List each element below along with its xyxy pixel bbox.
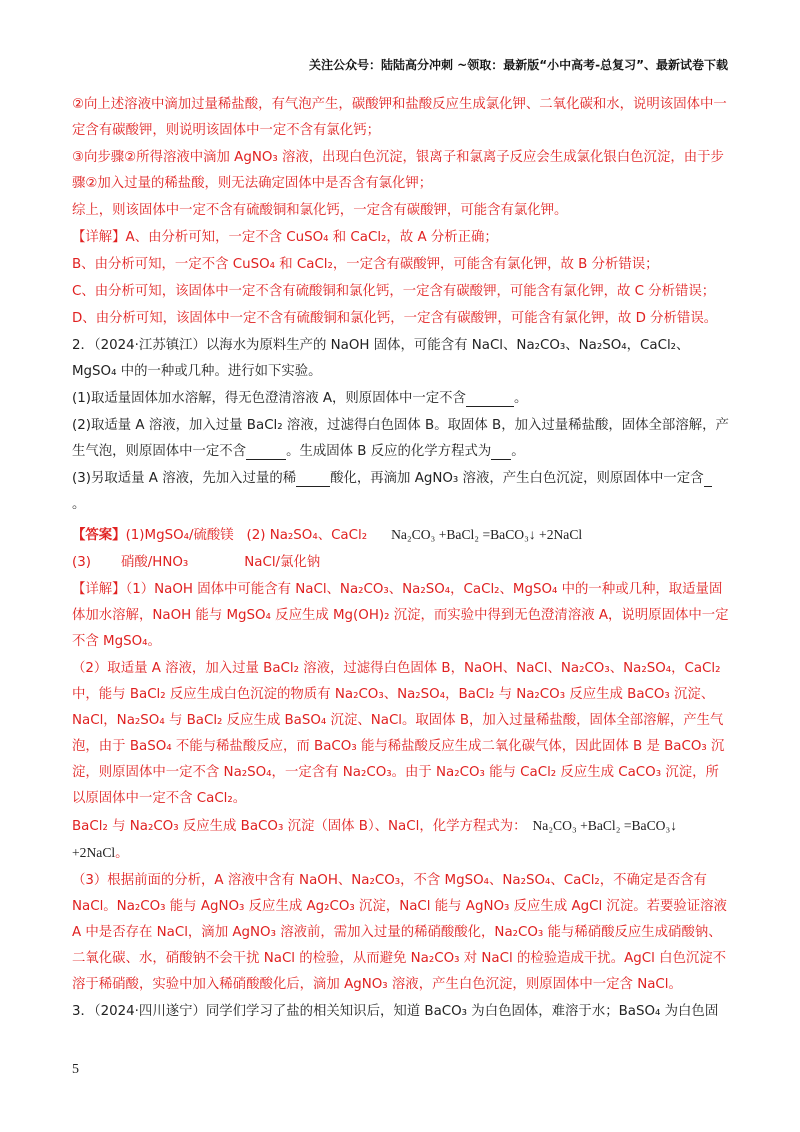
answer-blank (466, 392, 514, 407)
detail-option-d: D、由分析可知，该固体中一定不含有硫酸铜和氯化钙，一定含有碳酸钾，可能含有氯化钾，故 D 分析错误。 (72, 311, 718, 326)
answer-line-1 (72, 522, 732, 549)
answer-blank (246, 445, 286, 460)
answer-3-second: NaCl/氯化钠 (244, 555, 321, 570)
answer-2: (2) Na₂SO₄、CaCl₂ (246, 528, 368, 543)
explanation-equation-line: BaCl₂ 与 Na₂CO₃ 反应生成 BaCO₃ 沉淀（固体 B）、NaCl，化学方程式为： Na₂CO₃ +BaCl₂ =BaCO₃↓ +2NaCl。 (72, 818, 678, 861)
explanation-part-3: （3）根据前面的分析，A 溶液中含有 NaOH、Na₂CO₃，不含 MgSO₄、Na₂SO₄、CaCl₂，不确定是否含有 NaCl。Na₂CO₃ 能与 AgNO₃ 反应生成 Ag₂CO₃ 沉淀，NaCl 能与 AgNO₃ 反应生成 AgCl 沉淀。若要验证溶液 A 中是否存在 NaCl，滴加 AgNO₃ 溶液前，需加入过量的稀硝酸酸化，Na₂CO₃ 能与稀硝酸反应生成硝酸钠、二氧化碳、水，硝酸钠不会干扰 NaCl 的检验，从而避免 Na₂CO₃ 对 NaCl 的检验造成干扰。AgCl 白色沉淀不溶于稀硝酸，实验中加入稀硝酸酸化后，滴加 AgNO₃ 溶液，产生白色沉淀，则原固体中一定含 NaCl。 (72, 873, 727, 992)
answer-blank (296, 472, 330, 487)
question-2-part-2: (2)取适量 A 溶液，加入过量 BaCl₂ 溶液，过滤得白色固体 B。取固体 B，加入过量稀盐酸，固体全部溶解，产生气泡，则原固体中一定不含 。生成固体 B 反应的化学方程式为 。 (72, 418, 729, 459)
question-2-part-3: (3)另取适量 A 溶液，先加入过量的稀 酸化，再滴加 AgNO₃ 溶液，产生白色沉淀，则原固体中一定含 。 (72, 466, 732, 518)
question-3-stem: 3．（2024·四川遂宁）同学们学习了盐的相关知识后，知道 BaCO₃ 为白色固体，难溶于水；BaSO₄ 为白色固 (72, 1004, 719, 1019)
question-2-part-1: (1)取适量固体加水溶解，得无色澄清溶液 A，则原固体中一定不含 。 (72, 391, 528, 406)
answer-equation: Na₂CO₃ +BaCl₂ =BaCO₃↓ +2NaCl (391, 527, 583, 542)
analysis-line-1: ②向上述溶液中滴加过量稀盐酸，有气泡产生，碳酸钾和盐酸反应生成氯化钾、二氧化碳和水，说明该固体中一定含有碳酸钾，则说明该固体中一定不含有氯化钙； (72, 97, 727, 138)
answer-3-first: 硝酸/HNO₃ (120, 555, 189, 570)
explanation-part-1: 【详解】（1）NaOH 固体中可能含有 NaCl、Na₂CO₃、Na₂SO₄，CaCl₂、MgSO₄ 中的一种或几种，取适量固体加水溶解，NaOH 能与 MgSO₄ 反应生成 Mg(OH)₂ 沉淀，而实验中得到无色澄清溶液 A，说明原固体中一定不含 MgSO₄。 (72, 582, 729, 649)
answer-line-2 (72, 550, 732, 576)
document-body (72, 92, 732, 1026)
analysis-line-2: ③向步骤②所得溶液中滴加 AgNO₃ 溶液，出现白色沉淀，银离子和氯离子反应会生成氯化银白色沉淀，由于步骤②加入过量的稀盐酸，则无法确定固体中是否含有氯化钾； (72, 150, 724, 191)
answer-1: (1)MgSO₄/硫酸镁 (125, 528, 234, 543)
question-2-stem: 2．（2024·江苏镇江）以海水为原料生产的 NaOH 固体，可能含有 NaCl、Na₂CO₃、Na₂SO₄，CaCl₂、MgSO₄ 中的一种或几种。进行如下实验。 (72, 338, 690, 379)
detail-option-c: C、由分析可知，该固体中一定不含有硫酸铜和氯化钙，一定含有碳酸钾，可能含有氯化钾，故 C 分析错误； (72, 284, 716, 299)
explanation-equation: Na₂CO₃ +BaCl₂ =BaCO₃↓ +2NaCl (72, 818, 678, 860)
answer-label: 【答案】 (72, 528, 126, 543)
answer-blank (491, 445, 511, 460)
explanation-part-2: （2）取适量 A 溶液，加入过量 BaCl₂ 溶液，过滤得白色固体 B，NaOH、NaCl、Na₂CO₃、Na₂SO₄，CaCl₂ 中，能与 BaCl₂ 反应生成白色沉淀的物质有 Na₂CO₃、Na₂SO₄，BaCl₂ 与 Na₂CO₃ 反应生成 BaCO₃ 沉淀、NaCl，Na₂SO₄ 与 BaCl₂ 反应生成 BaSO₄ 沉淀、NaCl。取固体 B，加入过量稀盐酸，固体全部溶解，产生气泡，由于 BaSO₄ 不能与稀盐酸反应，而 BaCO₃ 能与稀盐酸反应生成二氧化碳气体，因此固体 B 是 BaCO₃ 沉淀，则原固体中一定不含 Na₂SO₄，一定含有 Na₂CO₃。由于 Na₂CO₃ 能与 CaCl₂ 反应生成 CaCO₃ 沉淀，所以原固体中一定不含 CaCl₂。 (72, 661, 725, 806)
analysis-conclusion: 综上，则该固体中一定不含有硫酸铜和氯化钙，一定含有碳酸钾，可能含有氯化钾。 (72, 203, 568, 218)
answer-blank (704, 472, 712, 487)
detail-option-b: B、由分析可知，一定不含 CuSO₄ 和 CaCl₂，一定含有碳酸钾，可能含有氯化钾，故 B 分析错误； (72, 257, 659, 272)
page-header: 关注公众号：陆陆高分冲刺 ~领取：最新版“小中高考-总复习”、最新试卷下载 (309, 58, 728, 72)
answer-3-number: (3) (72, 555, 91, 570)
detail-option-a: 【详解】A、由分析可知，一定不含 CuSO₄ 和 CaCl₂，故 A 分析正确； (72, 230, 498, 245)
page-number: 5 (72, 1062, 79, 1077)
